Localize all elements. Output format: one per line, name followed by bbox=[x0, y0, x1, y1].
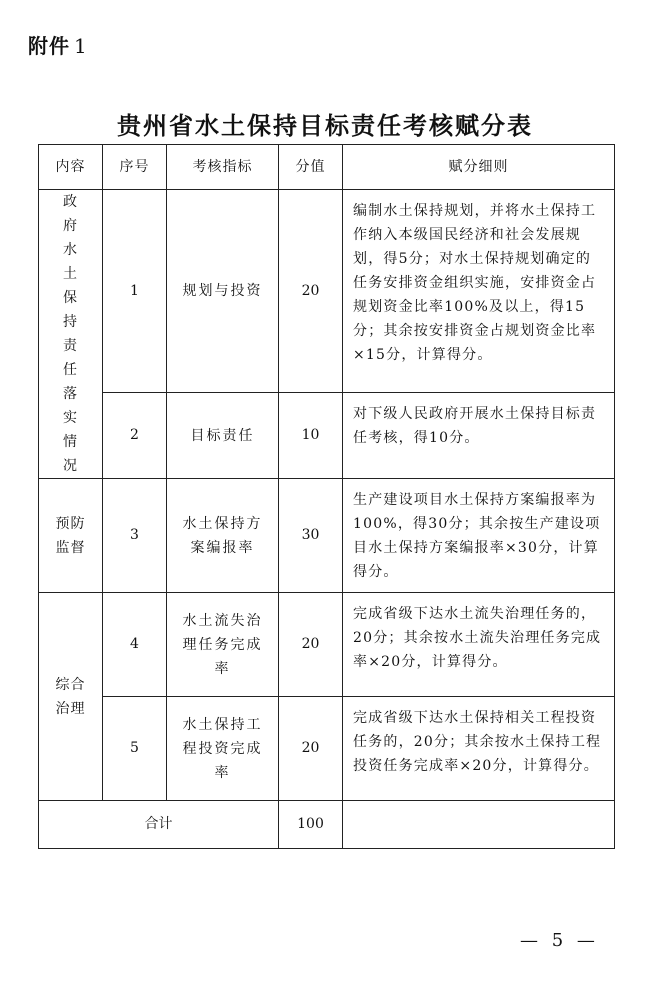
content-text: 预防监督 bbox=[55, 515, 86, 556]
table-row bbox=[39, 190, 615, 393]
attachment-number: 1 bbox=[74, 34, 88, 58]
attachment-label bbox=[28, 30, 88, 59]
indicator-cell: 水土保持方案编报率 bbox=[167, 479, 279, 593]
total-label: 合计 bbox=[39, 801, 279, 849]
detail-cell: 生产建设项目水土保持方案编报率为100%，得30分；其余按生产建设项目水土保持方案编报率×30分，计算得分。 bbox=[343, 479, 615, 593]
header-score: 分值 bbox=[279, 145, 343, 190]
detail-cell: 完成省级下达水土保持相关工程投资任务的，20分；其余按水土保持工程投资任务完成率×20分，计算得分。 bbox=[343, 697, 615, 801]
total-detail-empty bbox=[343, 801, 615, 849]
table-row bbox=[39, 697, 615, 801]
indicator-cell: 水土流失治理任务完成率 bbox=[167, 593, 279, 697]
number-cell: 5 bbox=[103, 697, 167, 801]
page-title: 贵州省水土保持目标责任考核赋分表 bbox=[117, 111, 533, 140]
score-cell: 20 bbox=[279, 593, 343, 697]
score-table bbox=[38, 144, 615, 849]
number-cell: 2 bbox=[103, 393, 167, 479]
score-cell: 30 bbox=[279, 479, 343, 593]
number-cell: 3 bbox=[103, 479, 167, 593]
content-text: 政府水土保持责任落实情况 bbox=[62, 194, 78, 474]
header-indicator: 考核指标 bbox=[167, 145, 279, 190]
table-row bbox=[39, 393, 615, 479]
score-cell: 10 bbox=[279, 393, 343, 479]
detail-cell: 编制水土保持规划，并将水土保持工作纳入本级国民经济和社会发展规划，得5分；对水土保持规划确定的任务安排资金组织实施，安排资金占规划资金比率100%及以上，得15分；其余按安排资金占规划资金比率×15分，计算得分。 bbox=[343, 190, 615, 393]
page-number: — 5 — bbox=[520, 930, 599, 951]
indicator-cell: 规划与投资 bbox=[167, 190, 279, 393]
detail-cell: 完成省级下达水土流失治理任务的，20分；其余按水土流失治理任务完成率×20分，计算得分。 bbox=[343, 593, 615, 697]
header-content: 内容 bbox=[39, 145, 103, 190]
content-cell bbox=[39, 593, 103, 801]
total-score: 100 bbox=[279, 801, 343, 849]
indicator-cell: 水土保持工程投资完成率 bbox=[167, 697, 279, 801]
content-cell bbox=[39, 479, 103, 593]
score-cell: 20 bbox=[279, 697, 343, 801]
table-header-row bbox=[39, 145, 615, 190]
header-detail: 赋分细则 bbox=[343, 145, 615, 190]
detail-cell: 对下级人民政府开展水土保持目标责任考核，得10分。 bbox=[343, 393, 615, 479]
table-row bbox=[39, 479, 615, 593]
content-text: 综合治理 bbox=[55, 676, 86, 717]
total-row bbox=[39, 801, 615, 849]
number-cell: 4 bbox=[103, 593, 167, 697]
number-cell: 1 bbox=[103, 190, 167, 393]
table-row bbox=[39, 593, 615, 697]
score-cell: 20 bbox=[279, 190, 343, 393]
header-number: 序号 bbox=[103, 145, 167, 190]
indicator-cell: 目标责任 bbox=[167, 393, 279, 479]
attachment-text: 附件 bbox=[28, 34, 70, 58]
content-cell bbox=[39, 190, 103, 479]
